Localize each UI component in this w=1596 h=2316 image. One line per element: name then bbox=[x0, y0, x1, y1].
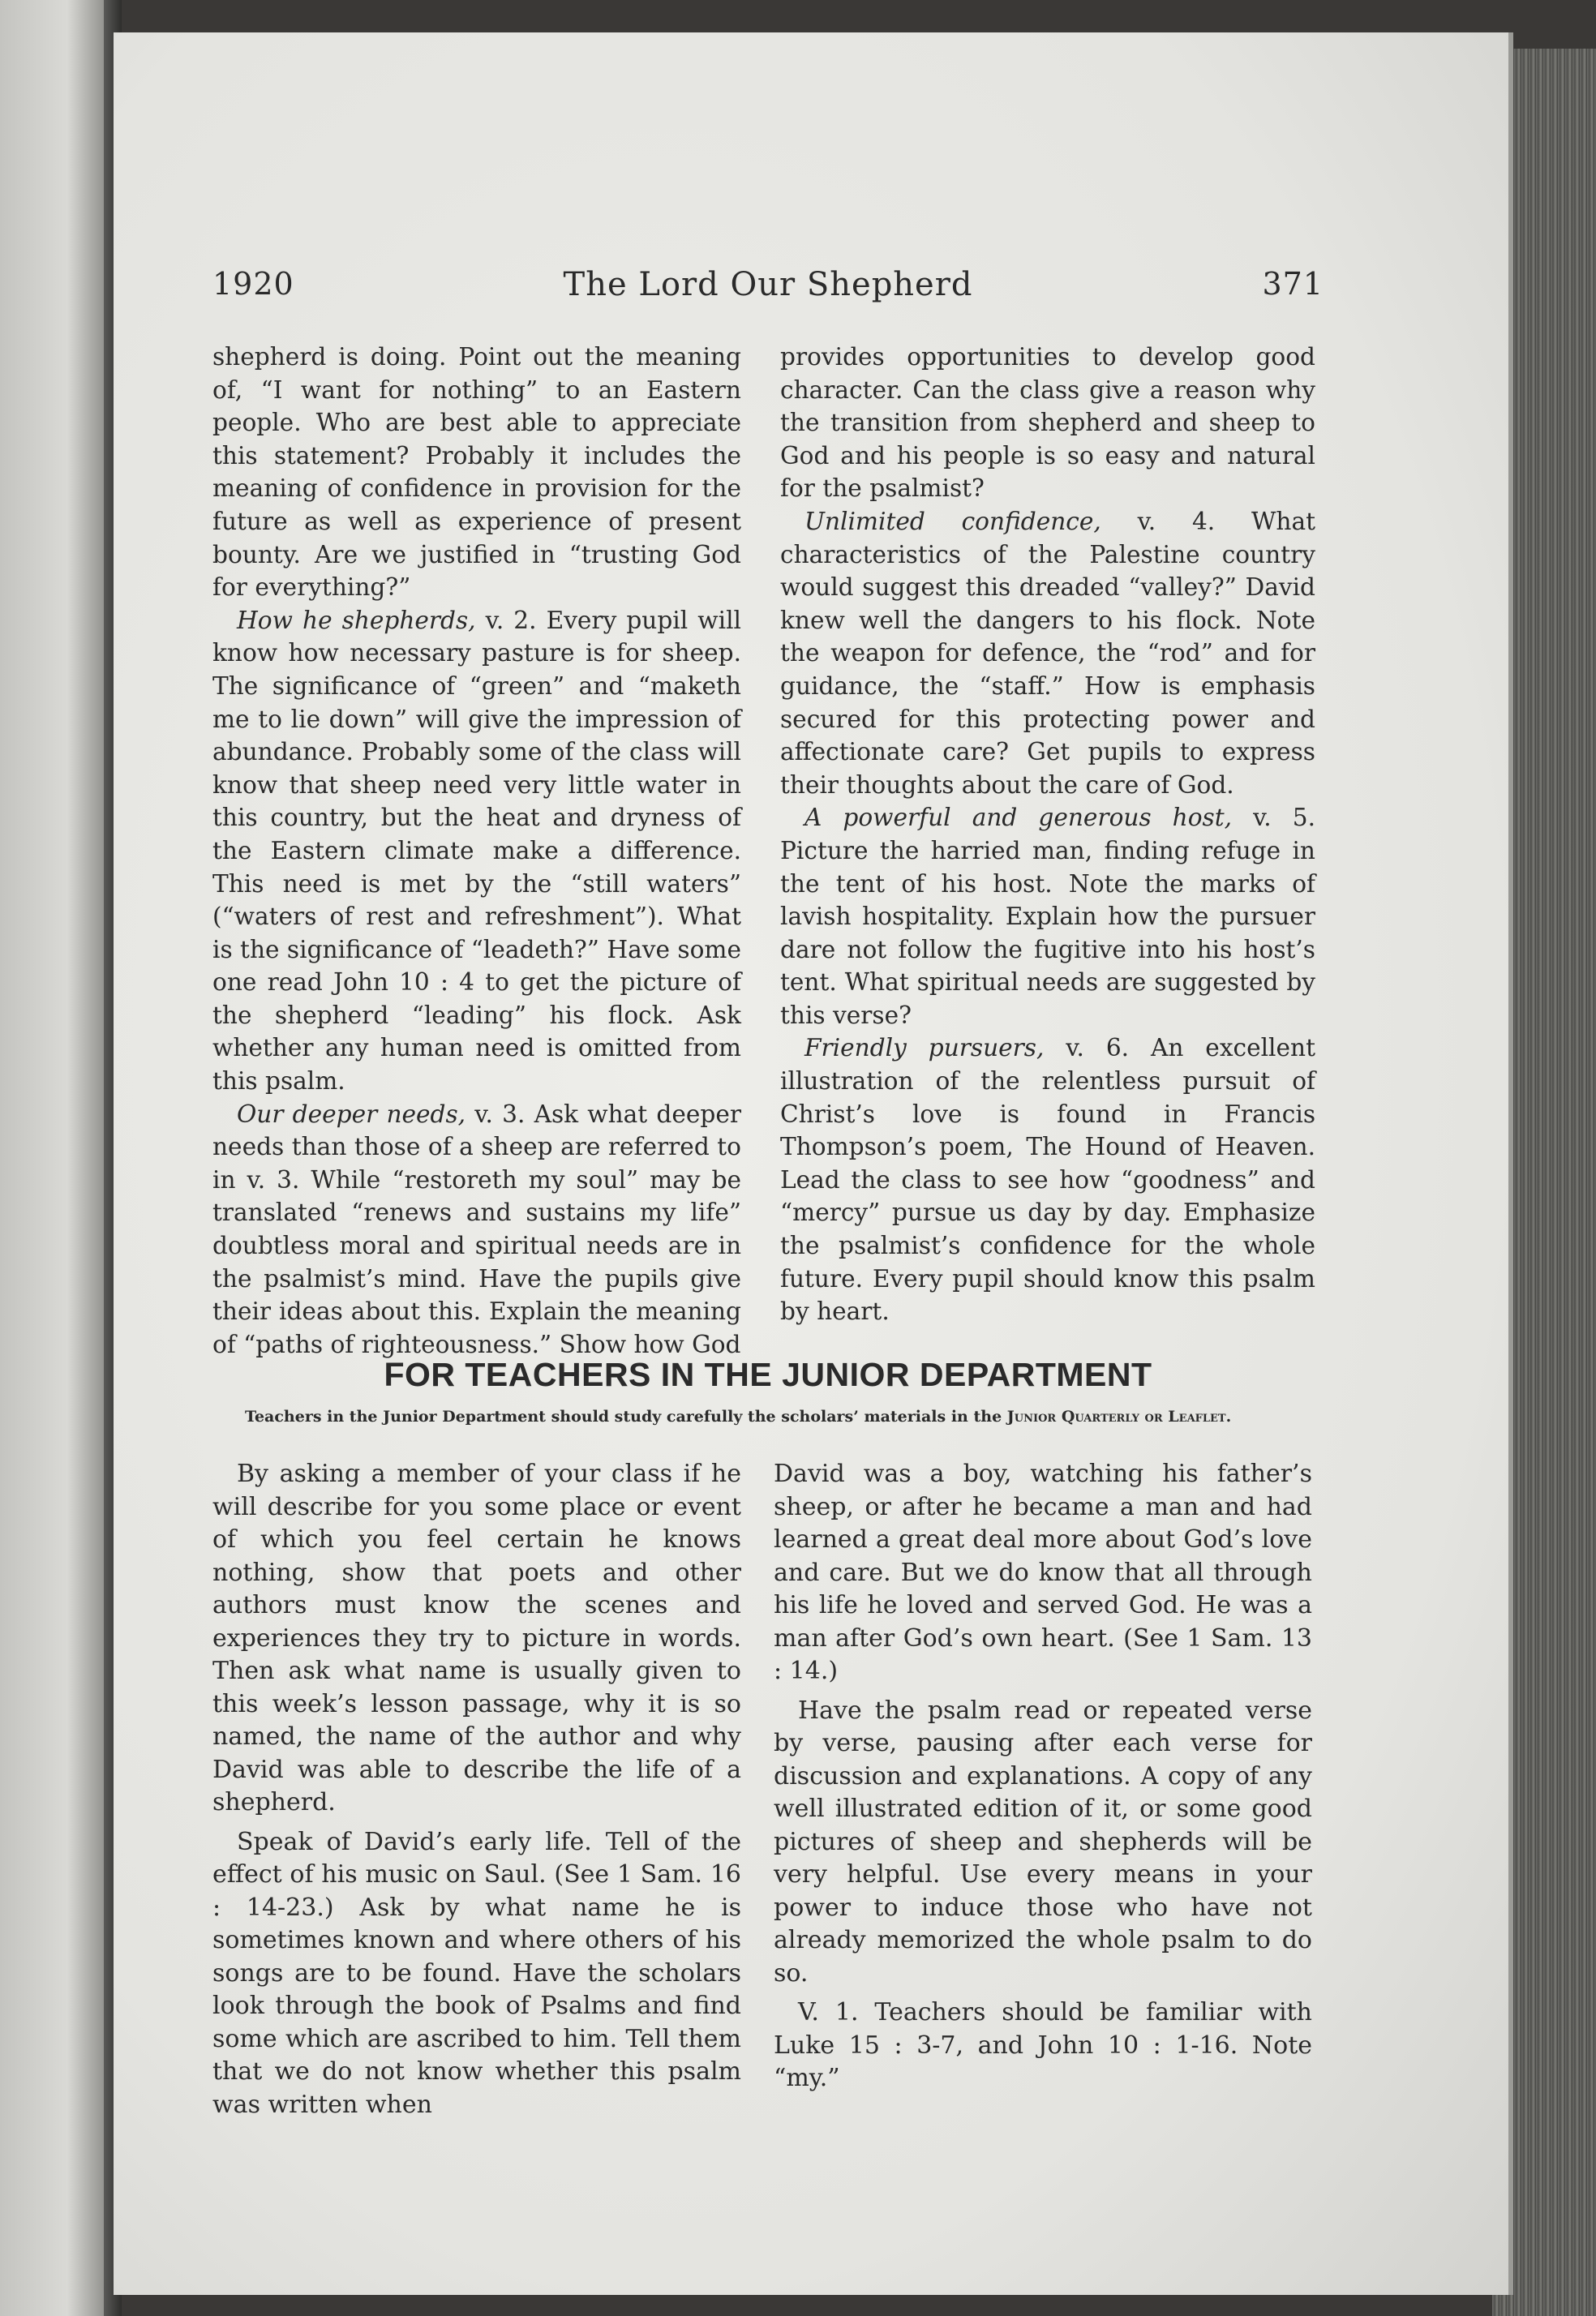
paragraph: By asking a member of your class if he will describe for you some place or event of which you feel certain he knows nothing, show that poets and other authors must know the scenes and experiences they try to picture in words. Then ask what name is usually given to this week’s lesson passage, why it is so named, the name of the author and why David was able to describe the life of a shepherd. bbox=[212, 1460, 741, 1816]
running-head-year: 1920 bbox=[212, 266, 294, 302]
paragraph: A powerful and generous host, v. 5. Picture the harried man, finding refuge in the tent of his host. Note the marks of lavish hospitality. Explain how the pursuer dare not follow the fugitive into his host’s tent. What spiritual needs are suggested by this verse? bbox=[780, 804, 1315, 1029]
upper-right-column bbox=[780, 341, 1315, 1328]
paragraph: shepherd is doing. Point out the meaning of, “I want for nothing” to an Eastern people. Who are best able to appreciate this statement? Probably it includes the meaning of confidence in provision for the future as well as experience of present bounty. Are we justified in “trusting God for everything?” bbox=[212, 343, 741, 602]
upper-left-column bbox=[212, 341, 741, 1361]
section-note: Teachers in the Junior Department should study carefully the scholars’ materials in the Junior Quarterly or Leaflet. bbox=[245, 1408, 1232, 1426]
paragraph: Speak of David’s early life. Tell of the effect of his music on Saul. (See 1 Sam. 16 : 14-23.) Ask by what name he is sometimes known and where others of his songs are to be found. Have the scholars look through the book of Psalms and find some which are ascribed to him. Tell them that we do not know whether this psalm was written when bbox=[212, 1827, 741, 2119]
running-head-title: The Lord Our Shepherd bbox=[563, 266, 973, 303]
lower-right-column bbox=[774, 1458, 1312, 2095]
page-number: 371 bbox=[1262, 266, 1324, 302]
paragraph: Unlimited confidence, v. 4. What characteristics of the Palestine country would suggest this dreaded “valley?” David knew well the dangers to his flock. Note the weapon for defence, the “rod” and for guidance, the “staff.” How is emphasis secured for this protecting power and affectionate care? Get pupils to express their thoughts about the care of God. bbox=[780, 507, 1315, 799]
paragraph: How he shepherds, v. 2. Every pupil will know how necessary pasture is for sheep. The significance of “green” and “maketh me to lie down” will give the impression of abundance. Probably some of the class will know that sheep need very little water in this country, but the heat and dryness of the Eastern climate make a difference. This need is met by the “still waters” (“waters of rest and refreshment”). What is the significance of “leadeth?” Have some one read John 10 : 4 to get the picture of the shepherd “leading” his flock. Ask whether any human need is omitted from this psalm. bbox=[212, 606, 741, 1096]
paragraph-lead: How he shepherds, bbox=[237, 606, 476, 634]
paragraph-lead: Our deeper needs, bbox=[237, 1100, 466, 1128]
paragraph: provides opportunities to develop good character. Can the class give a reason why the transition from shepherd and sheep to God and his people is so easy and natural for the psalmist? bbox=[780, 343, 1315, 503]
paragraph-lead: A powerful and generous host, bbox=[804, 804, 1233, 832]
paragraph: Have the psalm read or repeated verse by verse, pausing after each verse for discussion and explanations. A copy of any well illustrated edition of it, or some good pictures of sheep and shepherds will be very helpful. Use every means in your power to induce those who have not already memorized the whole psalm to do so. bbox=[774, 1696, 1312, 1988]
section-heading: FOR TEACHERS IN THE JUNIOR DEPARTMENT bbox=[384, 1356, 1152, 1393]
paragraph-lead: Unlimited confidence, bbox=[804, 507, 1101, 535]
paragraph-lead: Friendly pursuers, bbox=[804, 1034, 1045, 1062]
paragraph: Friendly pursuers, v. 6. An excellent illustration of the relentless pursuit of Christ’s love is found in Francis Thompson’s poem, The Hound of Heaven. Lead the class to see how “goodness” and “mercy” pursue us day by day. Emphasize the psalmist’s confidence for the whole future. Every pupil should know this psalm by heart. bbox=[780, 1034, 1315, 1326]
paragraph: V. 1. Teachers should be familiar with Luke 15 : 3-7, and John 10 : 1-16. Note “my.” bbox=[774, 1998, 1312, 2092]
running-head bbox=[212, 266, 1324, 315]
paragraph: Our deeper needs, v. 3. Ask what deeper needs than those of a sheep are referred to in v. 3. While “restoreth my soul” may be translated “renews and sustains my life” doubtless moral and spiritual needs are in the psalmist’s mind. Have the pupils give their ideas about this. Explain the meaning of “paths of righteousness.” Show how God bbox=[212, 1100, 741, 1358]
paragraph: David was a boy, watching his father’s sheep, or after he became a man and had learned a great deal more about God’s love and care. But we do know that all through his life he loved and served God. He was a man after God’s own heart. (See 1 Sam. 13 : 14.) bbox=[774, 1460, 1312, 1685]
lower-left-column bbox=[212, 1458, 741, 2121]
